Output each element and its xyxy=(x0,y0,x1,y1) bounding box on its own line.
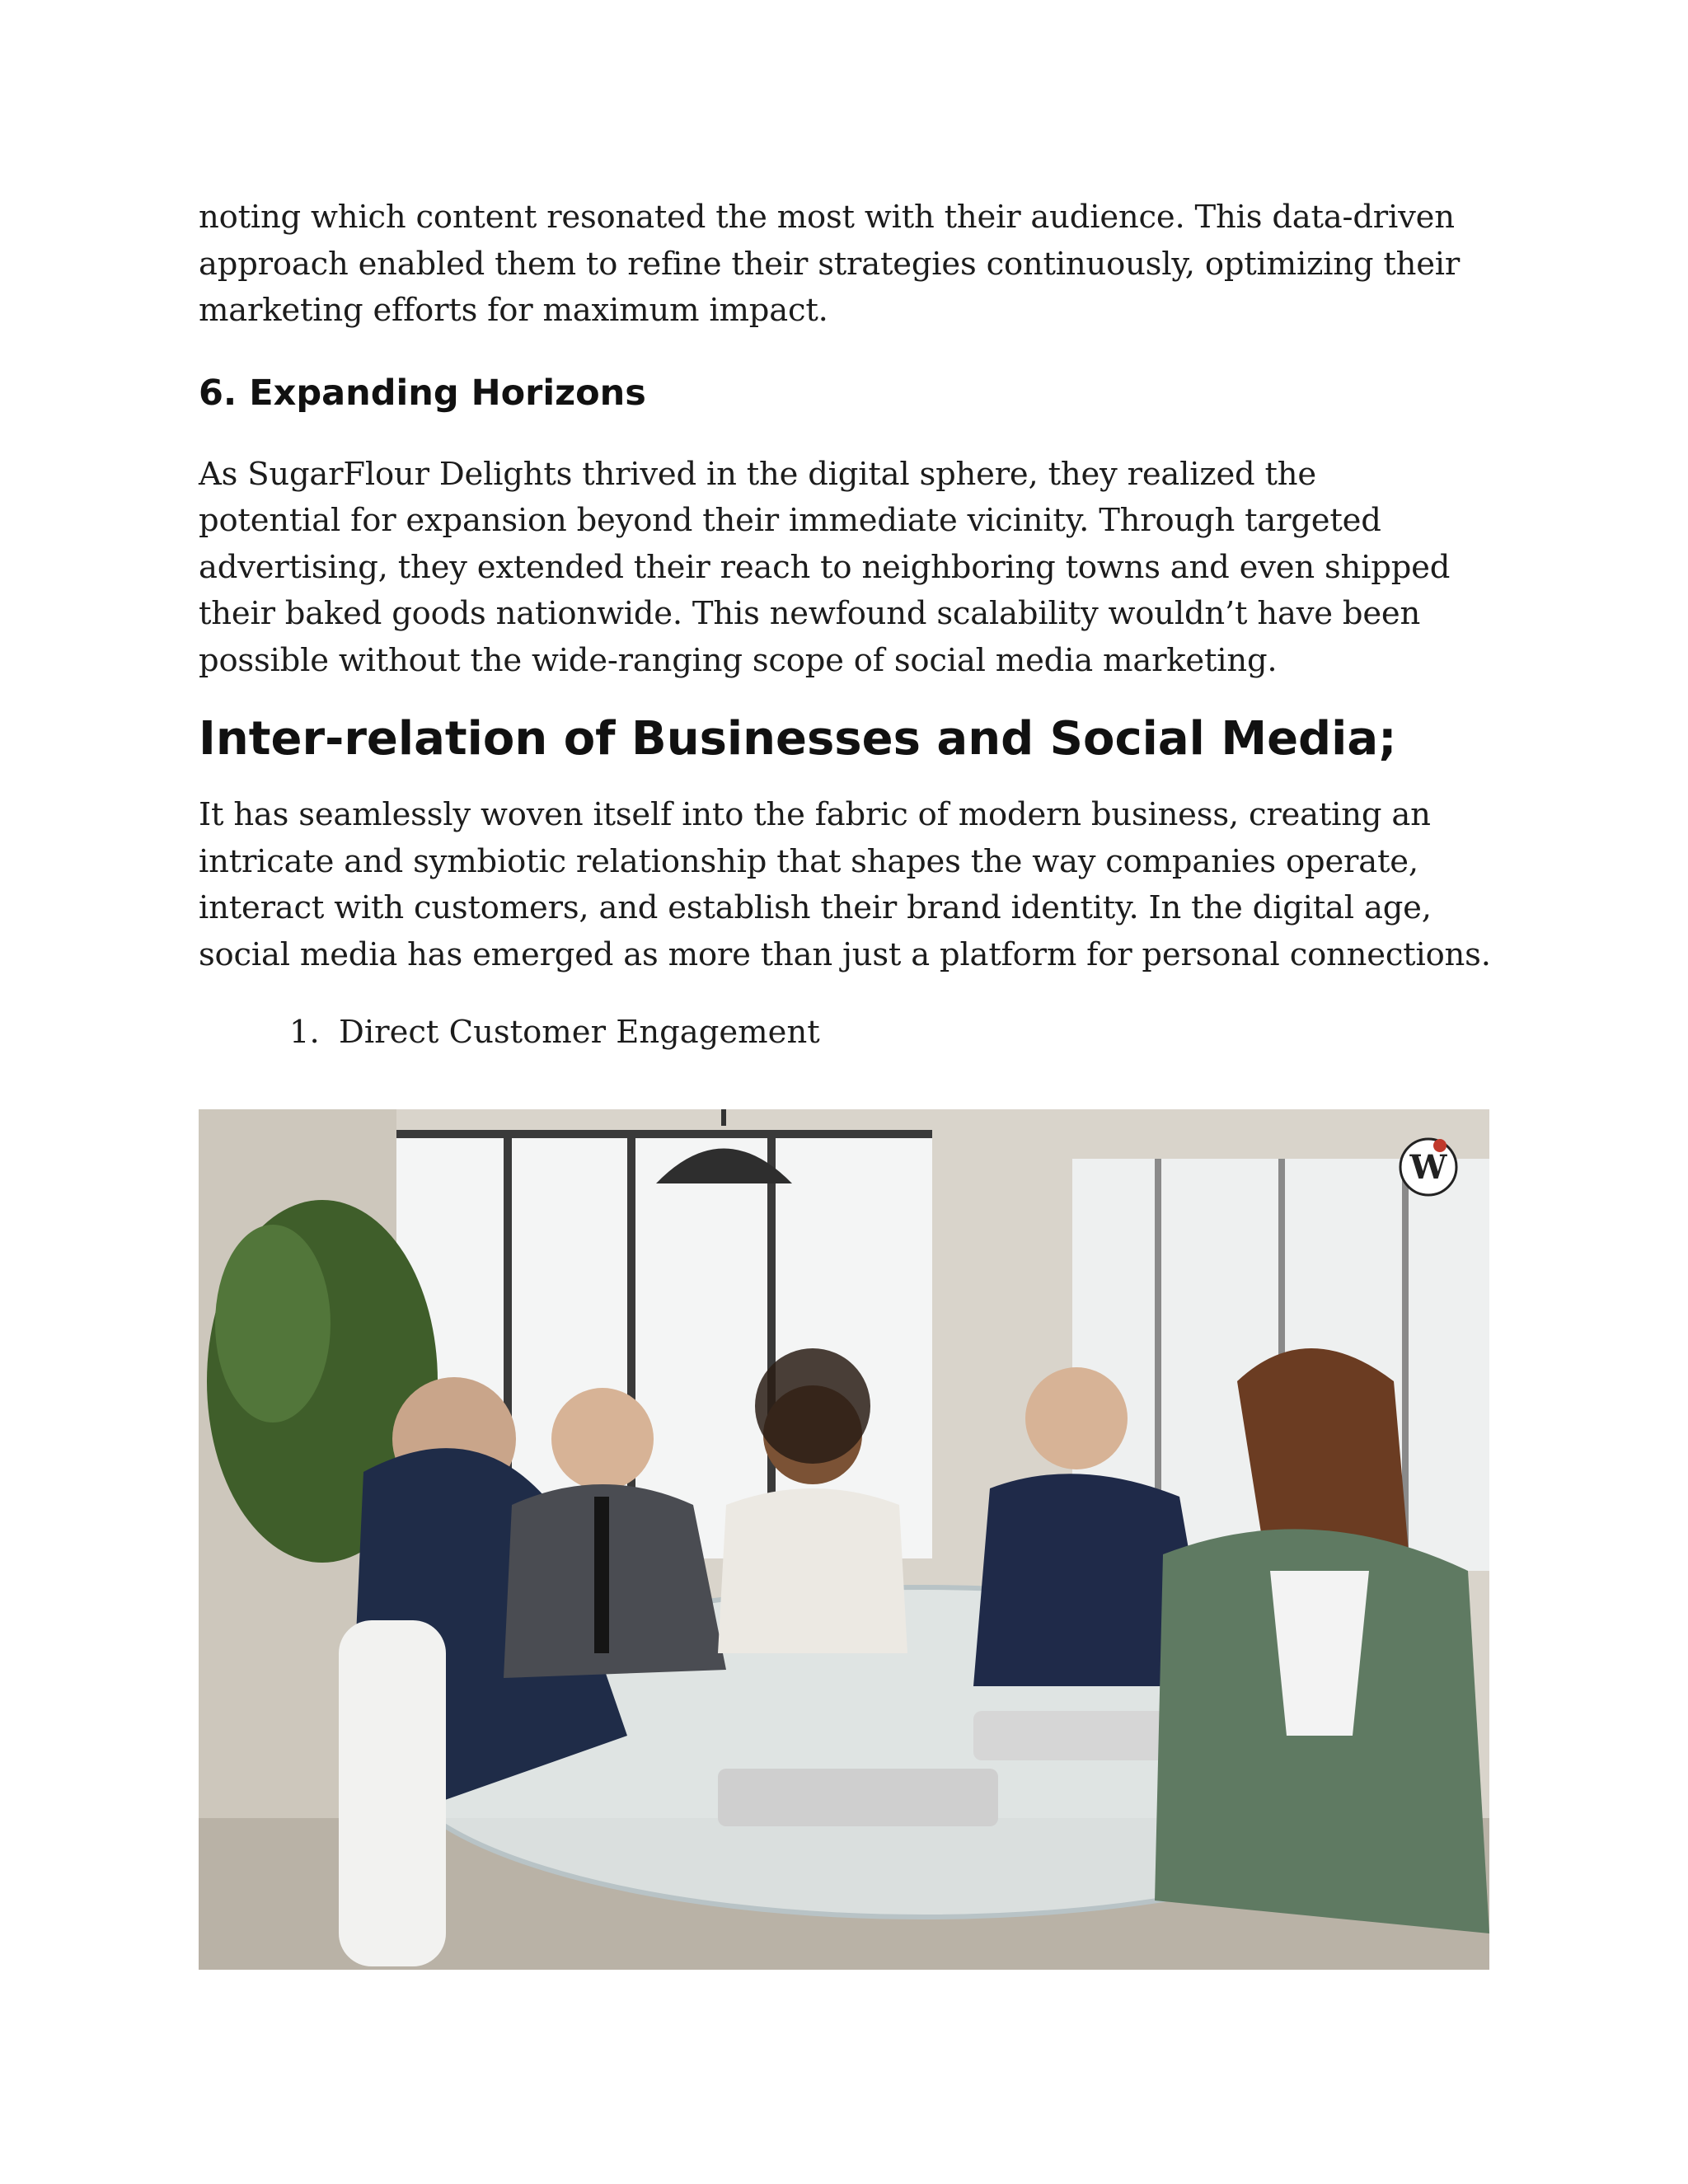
list-item-label: Direct Customer Engagement xyxy=(339,1014,820,1051)
meeting-illustration xyxy=(199,1109,1489,1970)
section-6-paragraph: As SugarFlour Delights thrived in the digital sphere, they realized the potential for expansion beyond their immediate vicinity. Through targeted advertising, they extended their reach to neighboring towns and even shipped their baked goods nationwide. This newfound scalability wouldn’t have been possible without the wide-ranging scope of social media marketing. xyxy=(199,455,1451,679)
laptop-2 xyxy=(973,1711,1171,1760)
section-main-heading: Inter-relation of Businesses and Social Media; xyxy=(199,712,1397,766)
meeting-photo xyxy=(199,1109,1489,1970)
page-content xyxy=(199,194,1493,1056)
white-chair xyxy=(339,1620,446,1966)
logo-letter: W xyxy=(1409,1148,1447,1187)
section-6-heading: 6. Expanding Horizons xyxy=(199,372,646,414)
list-item-number: 1. xyxy=(289,1014,320,1051)
intro-paragraph: noting which content resonated the most with their audience. This data-driven approach enabled them to refine their strategies continuously, optimizing their marketing efforts for maximum impact. xyxy=(199,199,1461,329)
section-main-paragraph: It has seamlessly woven itself into the fabric of modern business, creating an intricate and symbiotic relationship that shapes the way companies operate, interact with customers, and establish their brand identity. In the digital age, social media has emerged as more than just a platform for personal connections. xyxy=(199,796,1491,973)
list-item xyxy=(199,1010,1493,1056)
laptop-1 xyxy=(718,1769,998,1826)
